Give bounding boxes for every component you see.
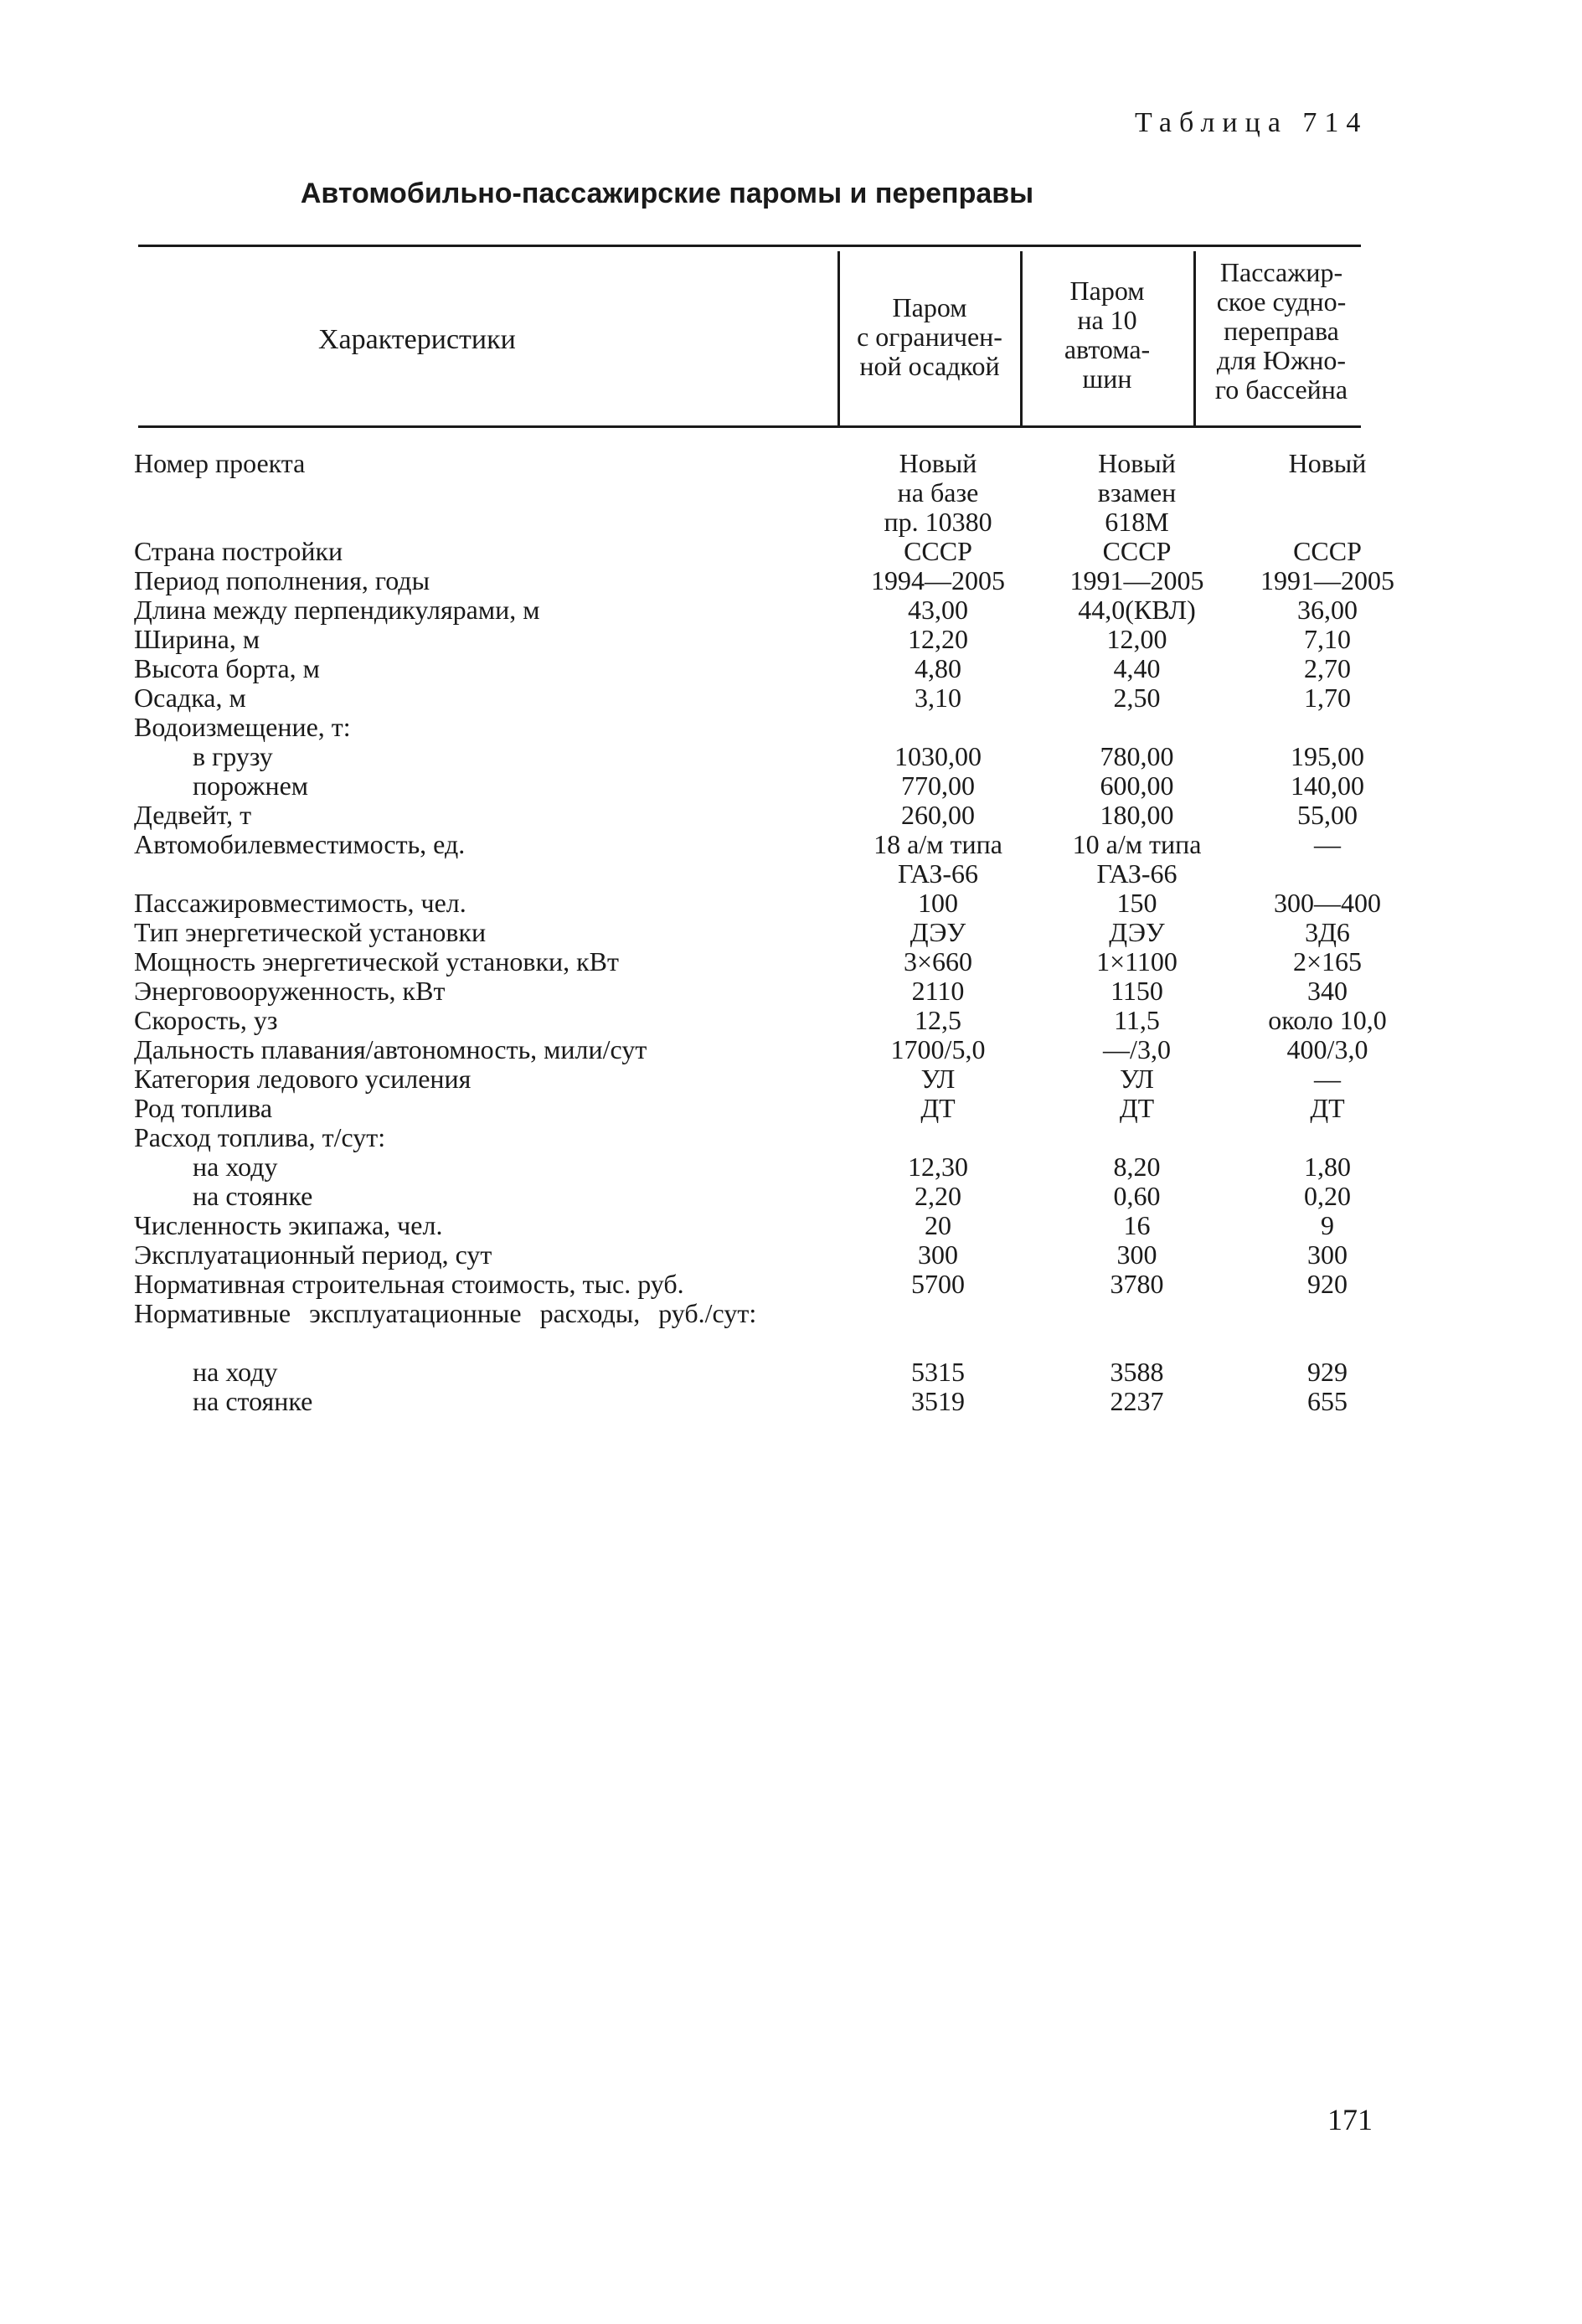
row-label: Энерговооруженность, кВт xyxy=(134,976,446,1006)
cell-col2: УЛ xyxy=(1120,1064,1154,1094)
row-label: Нормативные эксплуатационные расходы, руб./сут: xyxy=(134,1298,757,1328)
row-label: Эксплуатационный период, сут xyxy=(134,1239,492,1270)
header-col2: Паром на 10 автома- шин xyxy=(1064,276,1151,394)
cell-col2: 600,00 xyxy=(1100,770,1174,801)
row-label: Автомобилевместимость, ед. xyxy=(134,829,466,859)
cell-col1: ДЭУ xyxy=(910,917,966,947)
table-row xyxy=(134,625,1390,654)
cell-col1: 1030,00 xyxy=(894,741,982,771)
header-top-rule xyxy=(138,245,1361,247)
cell-col3: 920 xyxy=(1307,1269,1348,1299)
cell-col2: 180,00 xyxy=(1100,800,1174,830)
row-label: Скорость, уз xyxy=(134,1005,278,1035)
table-row xyxy=(134,1152,1390,1182)
row-label: Нормативная строительная стоимость, тыс. руб. xyxy=(134,1269,684,1299)
cell-col1: 12,20 xyxy=(908,624,968,654)
cell-col1: 18 а/м типа ГАЗ-66 xyxy=(873,829,1002,889)
table-row xyxy=(134,976,1390,1006)
cell-col3: 300—400 xyxy=(1274,888,1381,918)
cell-col2: 11,5 xyxy=(1114,1005,1160,1035)
table-row xyxy=(134,1094,1390,1123)
table-row xyxy=(134,654,1390,683)
row-label: Водоизмещение, т: xyxy=(134,712,351,742)
cell-col2: 10 а/м типа ГАЗ-66 xyxy=(1072,829,1202,889)
cell-col3: 1,70 xyxy=(1304,683,1351,713)
table-row xyxy=(134,449,1390,537)
cell-col1: УЛ xyxy=(920,1064,956,1094)
header-col1: Паром с ограничен- ной осадкой xyxy=(857,292,1002,381)
row-label: на стоянке xyxy=(193,1386,313,1416)
cell-col3: около 10,0 xyxy=(1268,1005,1387,1035)
row-label: Дальность плавания/автономность, мили/сут xyxy=(134,1034,647,1064)
row-label: порожнем xyxy=(193,770,309,801)
header-divider xyxy=(837,251,840,425)
row-label: Численность экипажа, чел. xyxy=(134,1210,443,1240)
cell-col3: 2,70 xyxy=(1304,653,1351,683)
table-row xyxy=(134,1240,1390,1270)
cell-col1: ДТ xyxy=(920,1093,956,1123)
cell-col3: 140,00 xyxy=(1291,770,1364,801)
table-row xyxy=(134,1182,1390,1211)
cell-col2: 150 xyxy=(1116,888,1157,918)
table-row xyxy=(134,1387,1390,1416)
cell-col2: 1991—2005 xyxy=(1069,565,1204,595)
row-label: Период пополнения, годы xyxy=(134,565,430,595)
cell-col3: 300 xyxy=(1307,1239,1348,1270)
table-row xyxy=(134,1123,1390,1152)
cell-col3: 9 xyxy=(1321,1210,1334,1240)
row-label: Осадка, м xyxy=(134,683,246,713)
table-row xyxy=(134,683,1390,713)
row-label: Длина между перпендикулярами, м xyxy=(134,595,540,625)
cell-col3: 195,00 xyxy=(1291,741,1364,771)
cell-col3: 1,80 xyxy=(1304,1152,1351,1182)
cell-col1: 3×660 xyxy=(903,946,973,976)
header-divider xyxy=(1020,251,1023,425)
row-label: Тип энергетической установки xyxy=(134,917,487,947)
cell-col2: 2,50 xyxy=(1113,683,1161,713)
cell-col3: 1991—2005 xyxy=(1260,565,1394,595)
row-label: Высота борта, м xyxy=(134,653,320,683)
row-label: Расход топлива, т/сут: xyxy=(134,1122,386,1152)
table-row xyxy=(134,742,1390,771)
table-row xyxy=(134,1064,1390,1094)
cell-col1: Новый на базе пр. 10380 xyxy=(884,448,992,537)
table-number: Таблица 714 xyxy=(1135,107,1368,138)
cell-col1: 12,30 xyxy=(908,1152,968,1182)
cell-col3: 7,10 xyxy=(1304,624,1351,654)
table-row xyxy=(134,565,1394,595)
table-row xyxy=(134,889,1390,918)
row-label: Мощность энергетической установки, кВт xyxy=(134,946,619,976)
table-row xyxy=(134,801,1390,830)
row-label: в грузу xyxy=(193,741,273,771)
cell-col2: Новый взамен 618М xyxy=(1097,448,1177,537)
cell-col1: 5315 xyxy=(911,1357,965,1387)
cell-col3: — xyxy=(1314,829,1341,859)
row-label: Страна постройки xyxy=(134,536,343,566)
cell-col1: 4,80 xyxy=(915,653,961,683)
cell-col3: 36,00 xyxy=(1297,595,1358,625)
cell-col2: —/3,0 xyxy=(1103,1034,1171,1064)
cell-col2: ДТ xyxy=(1119,1093,1155,1123)
cell-col1: 2,20 xyxy=(915,1181,961,1211)
cell-col2: 12,00 xyxy=(1106,624,1167,654)
page-number: 171 xyxy=(1327,2103,1373,2136)
cell-col3: 929 xyxy=(1307,1357,1348,1387)
header-characteristics: Характеристики xyxy=(318,324,516,355)
cell-col3: — xyxy=(1314,1064,1341,1094)
table-body xyxy=(134,448,1394,1416)
row-label: на ходу xyxy=(193,1357,278,1387)
cell-col3: ДТ xyxy=(1310,1093,1345,1123)
cell-col1: 2110 xyxy=(911,976,965,1006)
cell-col2: 1×1100 xyxy=(1096,946,1177,976)
cell-col1: 260,00 xyxy=(901,800,975,830)
cell-col1: 5700 xyxy=(911,1269,965,1299)
row-label: на стоянке xyxy=(193,1181,313,1211)
cell-col1: 12,5 xyxy=(915,1005,961,1035)
cell-col1: 1700/5,0 xyxy=(890,1034,986,1064)
header-bottom-rule xyxy=(138,425,1361,428)
cell-col2: 300 xyxy=(1116,1239,1157,1270)
cell-col3: 55,00 xyxy=(1297,800,1358,830)
table-row xyxy=(134,771,1390,801)
table-row xyxy=(134,1211,1390,1240)
cell-col3: 340 xyxy=(1307,976,1348,1006)
cell-col1: 770,00 xyxy=(901,770,975,801)
table-title: Автомобильно-пассажирские паромы и переправы xyxy=(300,178,1034,209)
cell-col2: 16 xyxy=(1123,1210,1151,1240)
table-row xyxy=(134,1270,1390,1299)
cell-col3: 655 xyxy=(1307,1386,1348,1416)
table-row xyxy=(134,1358,1390,1387)
cell-col1: 300 xyxy=(918,1239,958,1270)
cell-col2: СССР xyxy=(1102,536,1172,566)
cell-col1: 100 xyxy=(918,888,958,918)
cell-col2: 3588 xyxy=(1110,1357,1164,1387)
cell-col2: 1150 xyxy=(1110,976,1163,1006)
cell-col2: 0,60 xyxy=(1113,1181,1161,1211)
table-row xyxy=(134,1299,1390,1358)
cell-col2: 8,20 xyxy=(1113,1152,1161,1182)
row-label: Род топлива xyxy=(134,1093,273,1123)
cell-col3: 400/3,0 xyxy=(1286,1034,1368,1064)
cell-col1: 1994—2005 xyxy=(871,565,1005,595)
cell-col2: 2237 xyxy=(1110,1386,1164,1416)
row-label: Дедвейт, т xyxy=(134,800,252,830)
cell-col1: 3,10 xyxy=(915,683,961,713)
table-row xyxy=(134,1035,1390,1064)
cell-col3: СССР xyxy=(1293,536,1362,566)
cell-col2: 780,00 xyxy=(1100,741,1174,771)
row-label: Номер проекта xyxy=(134,448,306,478)
table-row xyxy=(134,713,1390,742)
cell-col3: 2×165 xyxy=(1292,946,1363,976)
row-label: на ходу xyxy=(193,1152,278,1182)
table-row xyxy=(134,830,1390,889)
row-label: Категория ледового усиления xyxy=(134,1064,472,1094)
cell-col1: 3519 xyxy=(911,1386,965,1416)
cell-col1: СССР xyxy=(904,536,972,566)
cell-col1: 20 xyxy=(925,1210,951,1240)
table-row xyxy=(134,947,1390,976)
cell-col2: 3780 xyxy=(1110,1269,1164,1299)
cell-col3: Новый xyxy=(1288,448,1367,478)
cell-col3: 3Д6 xyxy=(1305,917,1350,947)
row-label: Ширина, м xyxy=(134,624,260,654)
table-row xyxy=(134,918,1390,947)
cell-col1: 43,00 xyxy=(908,595,968,625)
cell-col3: 0,20 xyxy=(1304,1181,1351,1211)
cell-col2: 4,40 xyxy=(1113,653,1161,683)
cell-col2: 44,0(КВЛ) xyxy=(1078,595,1196,625)
cell-col2: ДЭУ xyxy=(1109,917,1165,947)
table-row xyxy=(134,537,1390,566)
row-label: Пассажировместимость, чел. xyxy=(134,888,466,918)
header-col3: Пассажир- ское судно- переправа для Южно- го бассейна xyxy=(1214,257,1348,405)
table-row xyxy=(134,1006,1390,1035)
table-row xyxy=(134,595,1390,625)
header-divider xyxy=(1193,251,1196,425)
